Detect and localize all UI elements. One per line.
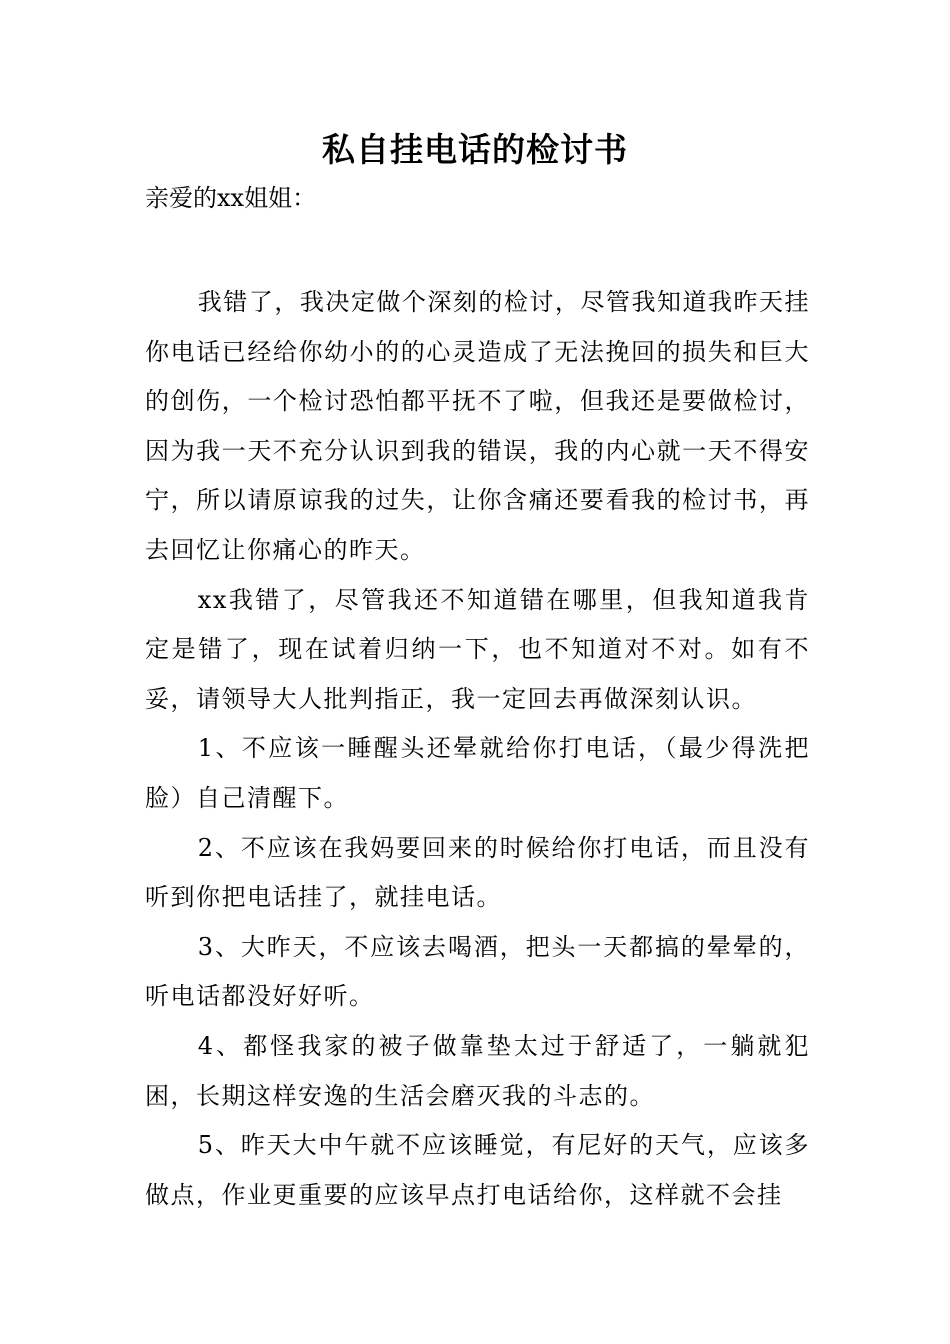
list-item: 2、不应该在我妈要回来的时候给你打电话，而且没有听到你把电话挂了，就挂电话。 bbox=[145, 833, 810, 912]
salutation: 亲爱的xx姐姐： bbox=[145, 184, 317, 212]
document-title: 私自挂电话的检讨书 bbox=[322, 130, 628, 169]
list-item: 3、大昨天，不应该去喝酒，把头一天都搞的晕晕的，听电话都没好好听。 bbox=[145, 932, 810, 1011]
list-item: 4、都怪我家的被子做靠垫太过于舒适了，一躺就犯困，长期这样安逸的生活会磨灭我的斗志的。 bbox=[145, 1031, 810, 1110]
paragraph: 我错了，我决定做个深刻的检讨，尽管我知道我昨天挂你电话已经给你幼小的的心灵造成了无法挽回的损失和巨大的创伤，一个检讨恐怕都平抚不了啦，但我还是要做检讨，因为我一天不充分认识到我的错误，我的内心就一天不得安宁，所以请原谅我的过失，让你含痛还要看我的检讨书，再去回忆让你痛心的昨天。 bbox=[145, 288, 810, 564]
document-body bbox=[145, 278, 810, 1220]
paragraph: xx我错了，尽管我还不知道错在哪里，但我知道我肯定是错了，现在试着归纳一下，也不知道对不对。如有不妥，请领导大人批判指正，我一定回去再做深刻认识。 bbox=[145, 585, 810, 713]
list-item: 1、不应该一睡醒头还晕就给你打电话，（最少得洗把脸）自己清醒下。 bbox=[145, 734, 810, 812]
list-item: 5、昨天大中午就不应该睡觉，有尼好的天气，应该多做点，作业更重要的应该早点打电话给你，这样就不会挂 bbox=[145, 1131, 810, 1209]
